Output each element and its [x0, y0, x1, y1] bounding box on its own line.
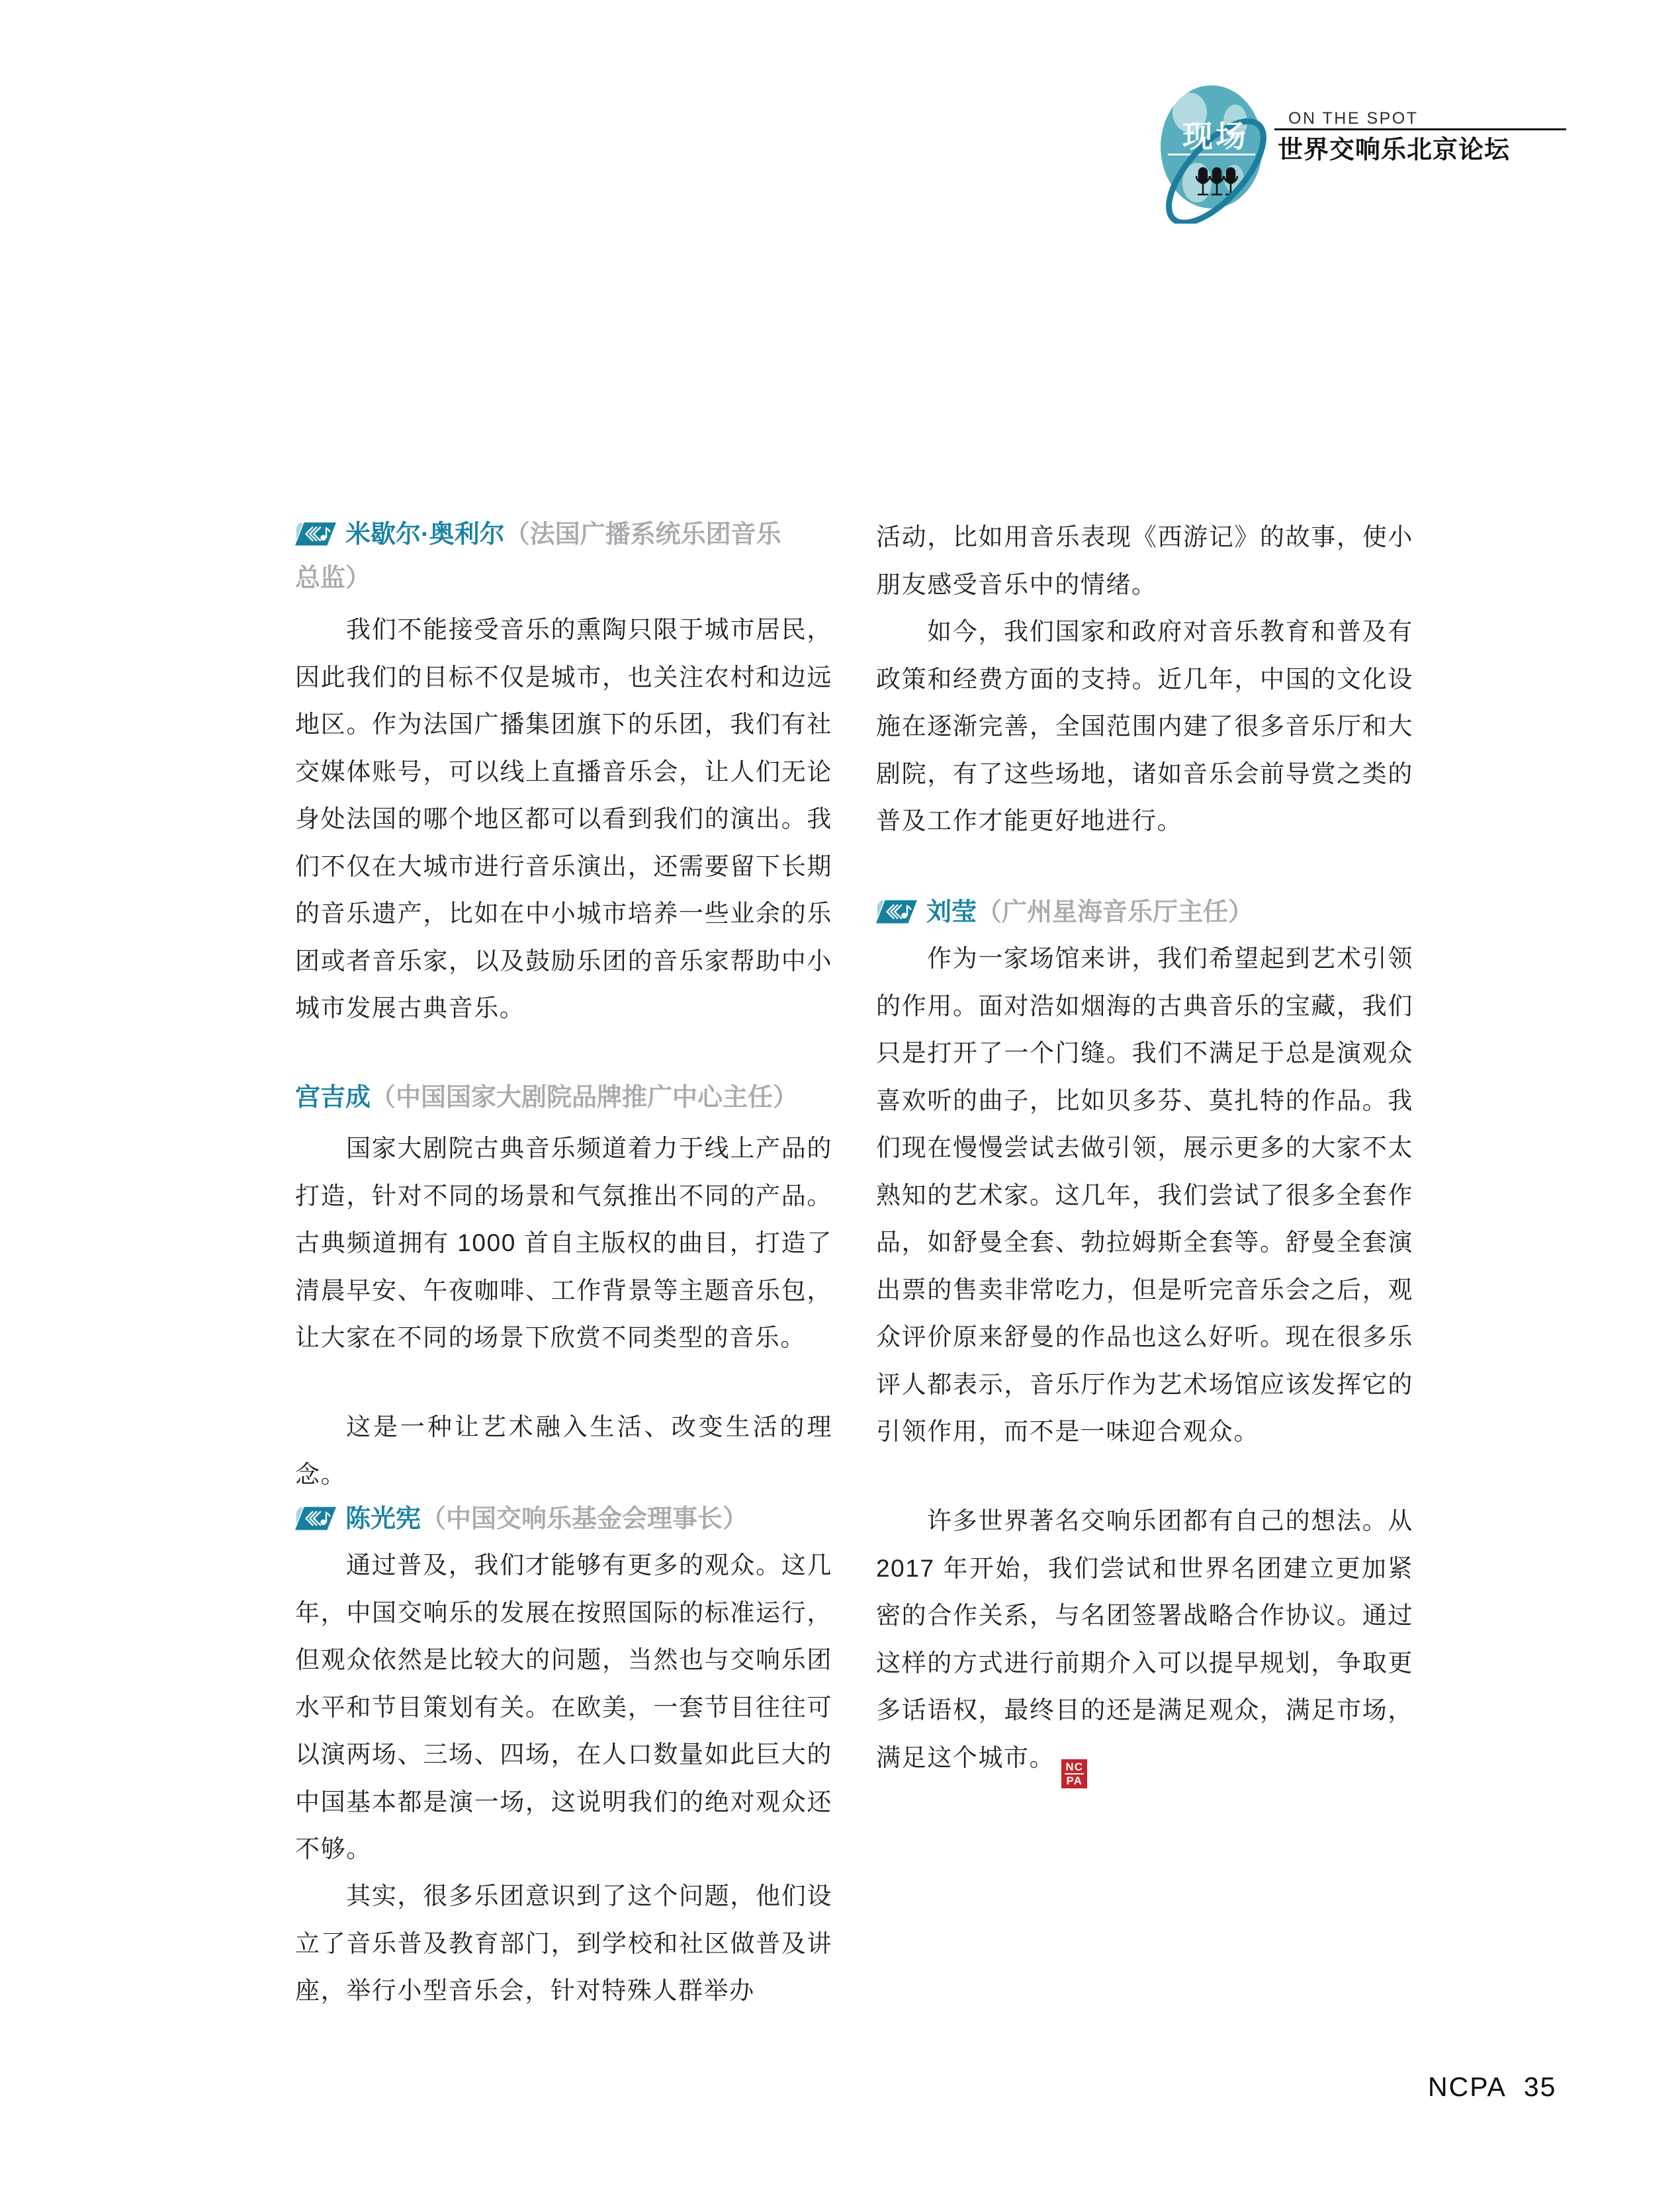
speaker-name: 宫吉成: [295, 1084, 371, 1112]
paragraph: 活动，比如用音乐表现《西游记》的故事，使小朋友感受音乐中的情绪。: [876, 523, 1413, 598]
speaker-role: （中国交响乐基金会理事长）: [421, 1505, 748, 1533]
paragraph: 其实，很多乐团意识到了这个问题，他们设立了音乐普及教育部门，到学校和社区做普及讲座，举行小型音乐会，针对特殊人群举办: [295, 1882, 832, 2004]
speaker-badge-icon: [295, 517, 336, 542]
logo-label: 现场: [1182, 119, 1249, 153]
page-number: 35: [1523, 2072, 1557, 2102]
paragraph: 如今，我们国家和政府对音乐教育和普及有政策和经费方面的支持。近几年，中国的文化设施在逐渐完善，全国范围内建了很多音乐厅和大剧院，有了这些场地，诸如音乐会前导赏之类的普及工作才能更好地进行。: [876, 618, 1413, 834]
speaker-role: （法国广播系统乐团音乐总监）: [295, 521, 781, 592]
speaker-role: （广州星海音乐厅主任）: [977, 898, 1254, 926]
paragraph-with-endmark: [876, 1497, 1413, 1788]
speaker-badge-icon: [295, 1501, 336, 1526]
speaker-heading-gongjicheng: [295, 1076, 833, 1119]
ncpa-end-mark: $\frac{NC}{PA}$: [1061, 1759, 1087, 1788]
on-the-spot-logo: [1153, 78, 1269, 224]
section-eyebrow: ON THE SPOT: [1288, 109, 1419, 128]
speaker-name: 陈光宪: [345, 1505, 421, 1533]
speaker-name: 米歇尔·奥利尔: [345, 521, 505, 548]
microphones-icon: [1196, 168, 1237, 195]
paragraph: 这是一种让艺术融入生活、改变生活的理念。: [295, 1413, 832, 1488]
speaker-name: 刘莹: [926, 898, 977, 926]
paragraph: 我们不能接受音乐的熏陶只限于城市居民，因此我们的目标不仅是城市，也关注农村和边远地区。作为法国广播集团旗下的乐团，我们有社交媒体账号，可以线上直播音乐会，让人们无论身处法国的哪个地区都可以看到我们的演出。我们不仅在大城市进行音乐演出，还需要留下长期的音乐遗产，比如在中小城市培养一些业余的乐团或者音乐家，以及鼓励乐团的音乐家帮助中小城市发展古典音乐。: [295, 616, 832, 1022]
folio-brand: NCPA: [1428, 2072, 1507, 2102]
speaker-badge-icon: [876, 895, 917, 920]
page-folio: [1428, 2072, 1556, 2103]
speaker-heading-michel: [295, 513, 788, 600]
paragraph: 国家大剧院古典音乐频道着力于线上产品的打造，针对不同的场景和气氛推出不同的产品。古典频道拥有 1000 首自主版权的曲目，打造了清晨早安、午夜咖啡、工作背景等主题音乐包，让大家在不同的场景下欣赏不同类型的音乐。: [295, 1135, 832, 1351]
masthead-rule: [1274, 128, 1566, 130]
speaker-role: （中国国家大剧院品牌推广中心主任）: [371, 1084, 799, 1112]
speaker-heading-chenguangxian: [295, 1497, 833, 1541]
paragraph: 作为一家场馆来讲，我们希望起到艺术引领的作用。面对浩如烟海的古典音乐的宝藏，我们只是打开了一个门缝。我们不满足于总是演观众喜欢听的曲子，比如贝多芬、莫扎特的作品。我们现在慢慢尝试去做引领，展示更多的大家不太熟知的艺术家。这几年，我们尝试了很多全套作品，如舒曼全套、勃拉姆斯全套等。舒曼全套演出票的售卖非常吃力，但是听完音乐会之后，观众评价原来舒曼的作品也这么好听。现在很多乐评人都表示，音乐厅作为艺术场馆应该发挥它的引领作用，而不是一味迎合观众。: [876, 945, 1413, 1445]
paragraph-text: 许多世界著名交响乐团都有自己的想法。从 2017 年开始，我们尝试和世界名团建立更加紧密的合作关系，与名团签署战略合作协议。通过这样的方式进行前期介入可以提早规划，争取更多话语权，最终目的还是满足观众，满足市场，满足这个城市。: [876, 1507, 1413, 1771]
paragraph: 通过普及，我们才能够有更多的观众。这几年，中国交响乐的发展在按照国际的标准运行，但观众依然是比较大的问题，当然也与交响乐团水平和节目策划有关。在欧美，一套节目往往可以演两场、三场、四场，在人口数量如此巨大的中国基本都是演一场，这说明我们的绝对观众还不够。: [295, 1552, 832, 1862]
section-title: 世界交响乐北京论坛: [1278, 136, 1511, 164]
speaker-heading-liuying: [876, 891, 1414, 934]
